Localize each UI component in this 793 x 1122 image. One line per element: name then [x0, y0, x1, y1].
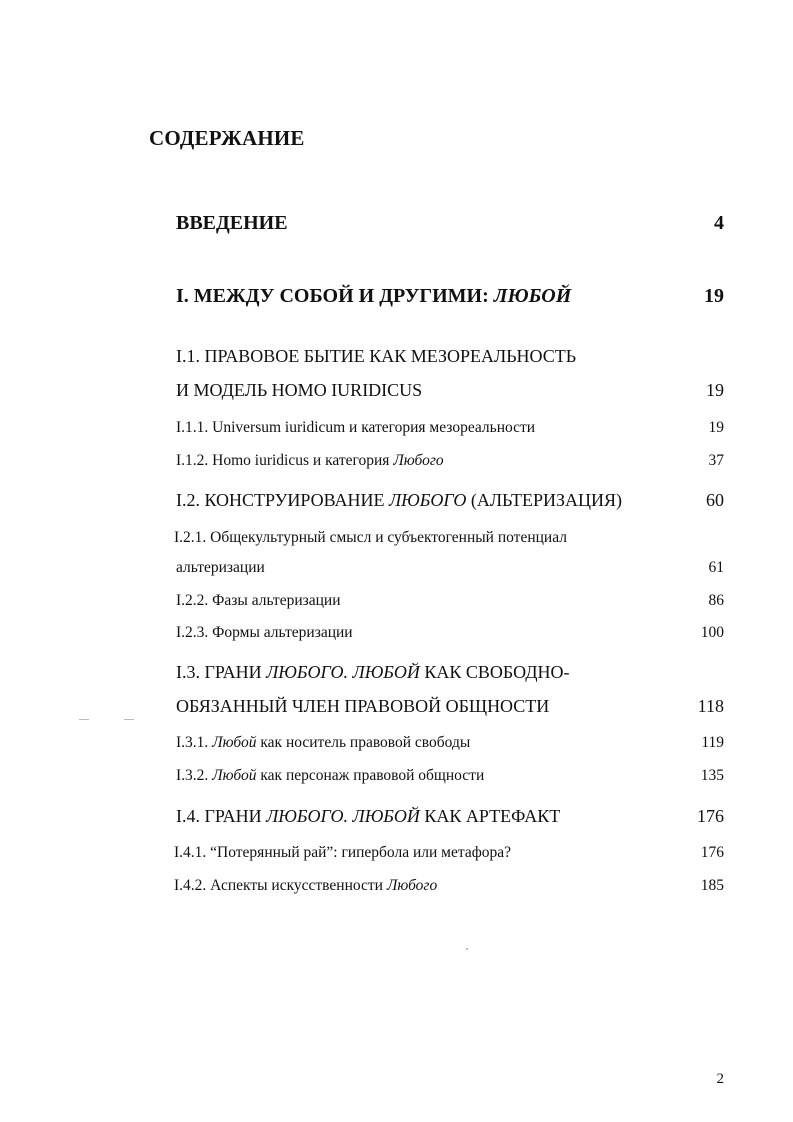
toc-entry-page: 19 [706, 380, 724, 400]
toc-entry-page: 119 [701, 734, 724, 751]
toc-entry-label: I.4.1. “Потерянный рай”: гипербола или метафора? [174, 844, 512, 861]
scan-mark [466, 948, 468, 950]
toc-entry-label: альтеризации [176, 559, 265, 576]
page-title: СОДЕРЖАНИЕ [149, 126, 305, 150]
toc-entry-label: ОБЯЗАННЫЙ ЧЛЕН ПРАВОВОЙ ОБЩНОСТИ [176, 696, 550, 716]
toc-entry-label: I.2. КОНСТРУИРОВАНИЕ ЛЮБОГО (АЛЬТЕРИЗАЦИЯ) [176, 490, 623, 510]
toc-entry-label: I.2.2. Фазы альтеризации [176, 592, 341, 609]
toc-entry-label: I. МЕЖДУ СОБОЙ И ДРУГИМИ: ЛЮБОЙ [176, 285, 572, 307]
toc-entry-page: 135 [700, 767, 724, 784]
toc-entry-page: 19 [704, 285, 724, 307]
page-number: 2 [716, 1071, 724, 1087]
toc-entry-label: ВВЕДЕНИЕ [176, 212, 288, 234]
toc-entry-label: I.2.3. Формы альтеризации [176, 624, 353, 641]
toc-entry-page: 60 [706, 490, 724, 510]
toc-entry-label: I.1. ПРАВОВОЕ БЫТИЕ КАК МЕЗОРЕАЛЬНОСТЬ [176, 346, 577, 366]
scan-mark [124, 719, 134, 720]
toc-entry-label: I.3.2. Любой как персонаж правовой общности [176, 767, 485, 784]
toc-entry-label: I.2.1. Общекультурный смысл и субъектогенный потенциал [174, 529, 567, 546]
toc-entry-page: 61 [708, 559, 724, 576]
toc-entry-label: I.4.2. Аспекты искусственности Любого [174, 877, 438, 894]
toc-entry-label: I.3.1. Любой как носитель правовой свободы [176, 734, 471, 751]
toc-entry-page: 118 [697, 696, 724, 716]
toc-entry-label: I.1.2. Homo iuridicus и категория Любого [176, 452, 444, 469]
toc-entry-page: 185 [700, 877, 724, 894]
toc-entry-label: I.1.1. Universum iuridicum и категория мезореальности [176, 419, 536, 436]
toc-entry-label: И МОДЕЛЬ HOMO IURIDICUS [176, 380, 423, 400]
scan-mark [79, 719, 89, 720]
toc-entry-page: 176 [700, 844, 724, 861]
toc-entry-label: I.3. ГРАНИ ЛЮБОГО. ЛЮБОЙ КАК СВОБОДНО- [176, 662, 570, 682]
toc-entry-page: 86 [708, 592, 724, 609]
toc-entry-page: 19 [708, 419, 724, 436]
toc-entry-label: I.4. ГРАНИ ЛЮБОГО. ЛЮБОЙ КАК АРТЕФАКТ [176, 806, 561, 826]
toc-entry-page: 37 [708, 452, 724, 469]
toc-entry-page: 100 [700, 624, 724, 641]
toc-entry-page: 4 [714, 212, 724, 234]
toc-entry-page: 176 [697, 806, 724, 826]
